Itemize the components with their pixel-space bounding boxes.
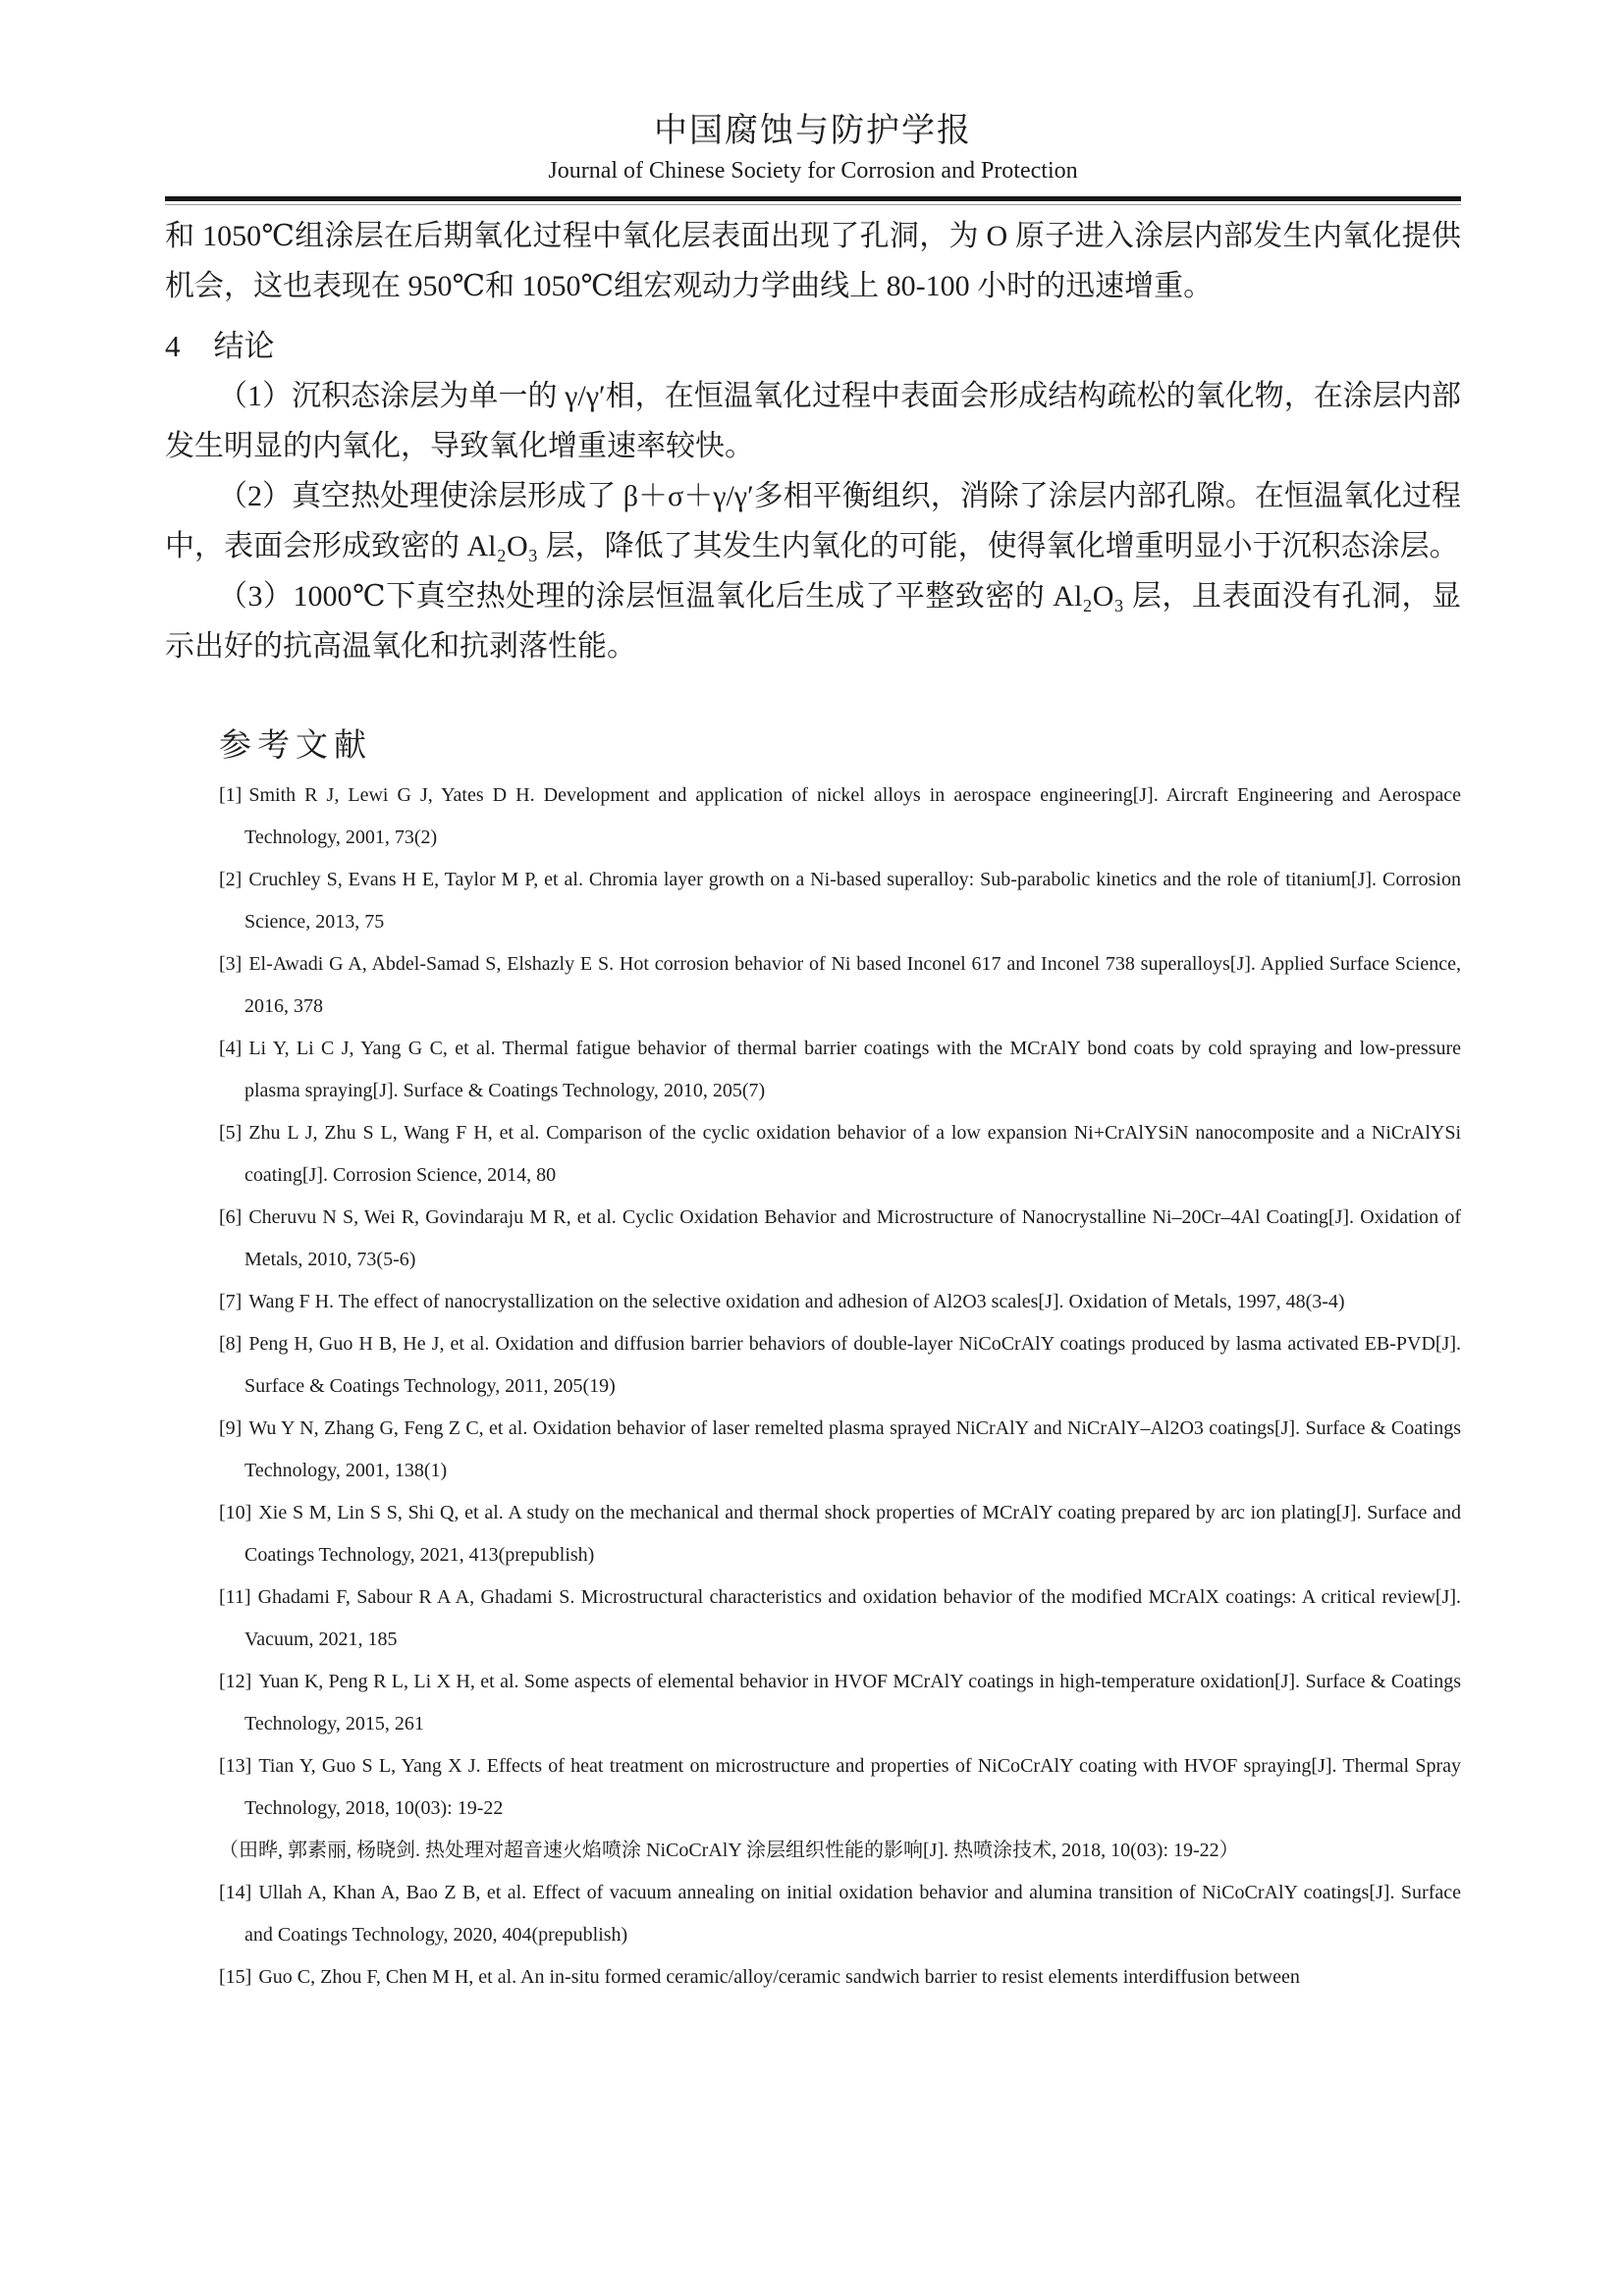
reference-text: Wu Y N, Zhang G, Feng Z C, et al. Oxidation behavior of laser remelted plasma sprayed NiCrAlY and NiCrAlY–Al2O3 coatings[J]. Surface & Coatings Technology, 2001, 138(1)	[244, 1417, 1461, 1481]
reference-item-8	[219, 1323, 1461, 1408]
section-heading-conclusion	[165, 321, 1461, 371]
reference-label: [14]	[219, 1882, 252, 1903]
reference-item-13	[219, 1745, 1461, 1830]
reference-item-7	[219, 1281, 1461, 1323]
reference-item-6	[219, 1197, 1461, 1281]
reference-label: [2]	[219, 869, 243, 890]
reference-label: [15]	[219, 1966, 252, 1988]
reference-label: [10]	[219, 1502, 252, 1523]
reference-text: （田晔, 郭素丽, 杨晓剑. 热处理对超音速火焰喷涂 NiCoCrAlY 涂层组织性能的影响[J]. 热喷涂技术, 2018, 10(03): 19-22）	[219, 1840, 1239, 1861]
reference-item-11	[219, 1576, 1461, 1661]
reference-label: [11]	[219, 1586, 251, 1608]
references-list	[219, 774, 1461, 1999]
reference-item-10	[219, 1492, 1461, 1576]
conclusion-paragraph-3: （3）1000℃下真空热处理的涂层恒温氧化后生成了平整致密的 Al₂O₃ 层，且表面没有孔洞，显示出好的抗高温氧化和抗剥落性能。	[165, 580, 1461, 663]
journal-title-chinese: 中国腐蚀与防护学报	[654, 113, 972, 149]
reference-item-2	[219, 859, 1461, 943]
reference-item-15	[219, 1956, 1461, 1999]
journal-header	[165, 0, 1461, 187]
reference-text: Xie S M, Lin S S, Shi Q, et al. A study on the mechanical and thermal shock properties of MCrAlY coating prepared by arc ion plating[J]. Surface and Coatings Technology, 2021, 413(prepublish)	[244, 1502, 1461, 1566]
header-rule-thin	[165, 204, 1461, 205]
reference-label: [5]	[219, 1122, 243, 1144]
reference-item-3	[219, 943, 1461, 1028]
conclusion-paragraph-2: （2）真空热处理使涂层形成了 β＋σ＋γ/γ′多相平衡组织，消除了涂层内部孔隙。在恒温氧化过程中，表面会形成致密的 Al₂O₃ 层，降低了其发生内氧化的可能，使得氧化增重明显小于沉积态涂层。	[165, 480, 1461, 562]
reference-label: [4]	[219, 1038, 243, 1059]
header-divider	[165, 196, 1461, 205]
conclusion-paragraph-1: （1）沉积态涂层为单一的 γ/γ′相，在恒温氧化过程中表面会形成结构疏松的氧化物，在涂层内部发生明显的内氧化，导致氧化增重速率较快。	[165, 380, 1461, 462]
reference-label: [3]	[219, 953, 243, 975]
section-number: 4	[165, 329, 181, 363]
section-title: 结论	[213, 329, 275, 363]
reference-text: Ullah A, Khan A, Bao Z B, et al. Effect of vacuum annealing on initial oxidation behavior and alumina transition of NiCoCrAlY coatings[J]. Surface and Coatings Technology, 2020, 404(prepublish)	[244, 1882, 1461, 1946]
reference-item-9	[219, 1408, 1461, 1492]
reference-label: [7]	[219, 1291, 243, 1312]
reference-item-4	[219, 1028, 1461, 1112]
reference-text: Peng H, Guo H B, He J, et al. Oxidation and diffusion barrier behaviors of double-layer NiCoCrAlY coatings produced by lasma activated EB-PVD[J]. Surface & Coatings Technology, 2011, 205(19)	[244, 1333, 1461, 1397]
document-body	[165, 211, 1461, 1999]
reference-label: [9]	[219, 1417, 243, 1439]
reference-label: [6]	[219, 1206, 243, 1228]
reference-text: Wang F H. The effect of nanocrystallization on the selective oxidation and adhesion of Al2O3 scales[J]. Oxidation of Metals, 1997, 48(3-4)	[248, 1291, 1345, 1312]
reference-text: Ghadami F, Sabour R A A, Ghadami S. Microstructural characteristics and oxidation behavior of the modified MCrAlX coatings: A critical review[J]. Vacuum, 2021, 185	[244, 1586, 1461, 1650]
continuation-paragraph: 和 1050℃组涂层在后期氧化过程中氧化层表面出现了孔洞，为 O 原子进入涂层内部发生内氧化提供机会，这也表现在 950℃和 1050℃组宏观动力学曲线上 80-100 小时的迅速增重。	[165, 220, 1461, 302]
header-rule-thick	[165, 196, 1461, 201]
reference-text: El-Awadi G A, Abdel-Samad S, Elshazly E S. Hot corrosion behavior of Ni based Inconel 617 and Inconel 738 superalloys[J]. Applied Surface Science, 2016, 378	[244, 953, 1461, 1017]
reference-label: [8]	[219, 1333, 243, 1355]
reference-text: Li Y, Li C J, Yang G C, et al. Thermal fatigue behavior of thermal barrier coatings with the MCrAlY bond coats by cold spraying and low-pressure plasma spraying[J]. Surface & Coatings Technology, 2010, 205(7)	[244, 1038, 1461, 1101]
reference-item-1	[219, 774, 1461, 859]
reference-item-12	[219, 1661, 1461, 1745]
reference-text: Zhu L J, Zhu S L, Wang F H, et al. Comparison of the cyclic oxidation behavior of a low expansion Ni+CrAlYSiN nanocomposite and a NiCrAlYSi coating[J]. Corrosion Science, 2014, 80	[244, 1122, 1461, 1186]
reference-label: [13]	[219, 1755, 252, 1777]
reference-text: Guo C, Zhou F, Chen M H, et al. An in-situ formed ceramic/alloy/ceramic sandwich barrier to resist elements interdiffusion between	[258, 1966, 1300, 1988]
reference-label: [12]	[219, 1671, 252, 1692]
journal-title-english: Journal of Chinese Society for Corrosion and Protection	[548, 158, 1078, 184]
reference-text: Tian Y, Guo S L, Yang X J. Effects of heat treatment on microstructure and properties of NiCoCrAlY coating with HVOF spraying[J]. Thermal Spray Technology, 2018, 10(03): 19-22	[244, 1755, 1461, 1819]
reference-text: Smith R J, Lewi G J, Yates D H. Development and application of nickel alloys in aerospace engineering[J]. Aircraft Engineering and Aerospace Technology, 2001, 73(2)	[244, 784, 1461, 848]
reference-item-14	[219, 1872, 1461, 1956]
reference-item-13-chinese	[219, 1830, 1461, 1872]
reference-label: [1]	[219, 784, 243, 806]
reference-text: Yuan K, Peng R L, Li X H, et al. Some aspects of elemental behavior in HVOF MCrAlY coatings in high-temperature oxidation[J]. Surface & Coatings Technology, 2015, 261	[244, 1671, 1461, 1735]
reference-text: Cheruvu N S, Wei R, Govindaraju M R, et al. Cyclic Oxidation Behavior and Microstructure of Nanocrystalline Ni–20Cr–4Al Coating[J]. Oxidation of Metals, 2010, 73(5-6)	[244, 1206, 1461, 1270]
reference-item-5	[219, 1112, 1461, 1197]
references-heading: 参考文献	[219, 728, 372, 764]
reference-text: Cruchley S, Evans H E, Taylor M P, et al. Chromia layer growth on a Ni-based superalloy: Sub-parabolic kinetics and the role of titanium[J]. Corrosion Science, 2013, 75	[244, 869, 1461, 933]
